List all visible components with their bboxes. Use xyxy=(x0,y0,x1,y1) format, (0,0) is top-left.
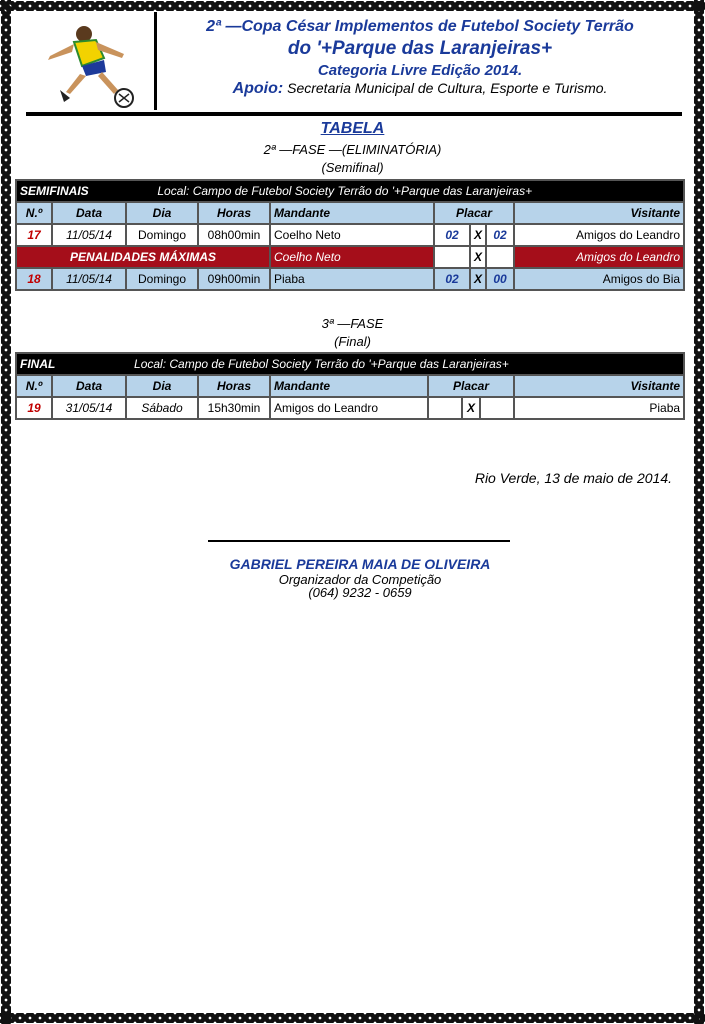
col-day: Dia xyxy=(126,375,198,397)
match-number: 17 xyxy=(16,224,52,246)
semifinal-table xyxy=(15,179,685,291)
match-time: 15h30min xyxy=(198,397,270,419)
home-score: 02 xyxy=(434,224,470,246)
match-day: Domingo xyxy=(126,224,198,246)
penalty-label: PENALIDADES MÁXIMAS xyxy=(16,246,270,268)
col-home: Mandante xyxy=(270,375,428,397)
organizer-phone: (064) 9232 - 0659 xyxy=(308,585,412,600)
col-date: Data xyxy=(52,375,126,397)
soccer-player-logo xyxy=(26,14,154,112)
penalty-separator: X xyxy=(470,246,486,268)
home-team: Amigos do Leandro xyxy=(270,397,428,419)
home-score xyxy=(428,397,462,419)
home-team: Coelho Neto xyxy=(270,224,434,246)
match-day: Sábado xyxy=(126,397,198,419)
date-place: Rio Verde, 13 de maio de 2014. xyxy=(474,470,672,486)
score-separator: X xyxy=(470,268,486,290)
semifinal-venue: Local: Campo de Futebol Society Terrão do '+Parque das Laranjeiras+ xyxy=(157,184,533,198)
signature-line xyxy=(208,540,510,542)
match-time: 09h00min xyxy=(198,268,270,290)
col-score: Placar xyxy=(434,202,514,224)
final-venue: Local: Campo de Futebol Society Terrão do '+Parque das Laranjeiras+ xyxy=(134,357,509,371)
col-day: Dia xyxy=(126,202,198,224)
semifinal-bar xyxy=(16,180,684,202)
away-team: Amigos do Leandro xyxy=(514,224,684,246)
header-divider-vertical xyxy=(154,12,157,110)
away-team: Piaba xyxy=(514,397,684,419)
support-label: Apoio: xyxy=(232,80,284,97)
score-separator: X xyxy=(470,224,486,246)
penalty-row xyxy=(16,246,684,268)
col-away: Visitante xyxy=(514,202,684,224)
diamond-border-right xyxy=(693,0,705,1024)
col-date: Data xyxy=(52,202,126,224)
diamond-border-bottom xyxy=(0,1012,705,1024)
phase2-title: 2ª —FASE —(ELIMINATÓRIA) xyxy=(263,142,442,157)
table-row xyxy=(16,397,684,419)
diamond-border-top xyxy=(0,0,705,12)
phase3-subtitle: (Final) xyxy=(334,334,371,349)
home-score: 02 xyxy=(434,268,470,290)
tournament-title-line1: 2ª —Copa César Implementos de Futebol Society Terrão xyxy=(206,18,634,35)
col-time: Horas xyxy=(198,202,270,224)
final-header-row xyxy=(16,375,684,397)
col-home: Mandante xyxy=(270,202,434,224)
away-score: 02 xyxy=(486,224,514,246)
penalty-away-score: 03 xyxy=(486,246,514,268)
match-number: 19 xyxy=(16,397,52,419)
score-separator: X xyxy=(462,397,480,419)
away-team: Amigos do Bia xyxy=(514,268,684,290)
match-time: 08h00min xyxy=(198,224,270,246)
away-score xyxy=(480,397,514,419)
diamond-border-left xyxy=(0,0,12,1024)
penalty-away-team: Amigos do Leandro xyxy=(514,246,684,268)
tournament-category: Categoria Livre Edição 2014. xyxy=(317,62,523,79)
match-day: Domingo xyxy=(126,268,198,290)
match-number: 18 xyxy=(16,268,52,290)
organizer-name: GABRIEL PEREIRA MAIA DE OLIVEIRA xyxy=(229,556,491,572)
tabela-heading: TABELA xyxy=(320,120,385,137)
penalty-home-score: 02 xyxy=(434,246,470,268)
final-label: FINAL xyxy=(20,357,56,371)
support-line xyxy=(160,80,680,98)
final-table xyxy=(15,352,685,420)
header-divider-horizontal xyxy=(26,112,682,116)
match-date: 11/05/14 xyxy=(52,224,126,246)
organizer-role: Organizador da Competição xyxy=(278,572,442,587)
col-time: Horas xyxy=(198,375,270,397)
col-score: Placar xyxy=(428,375,514,397)
table-row xyxy=(16,268,684,290)
home-team: Piaba xyxy=(270,268,434,290)
col-away: Visitante xyxy=(514,375,684,397)
away-score: 00 xyxy=(486,268,514,290)
phase3-title: 3ª —FASE xyxy=(321,316,384,331)
tournament-title-line2: do '+Parque das Laranjeiras+ xyxy=(287,38,553,59)
table-row xyxy=(16,224,684,246)
final-bar xyxy=(16,353,684,375)
semifinal-label: SEMIFINAIS xyxy=(20,184,89,198)
support-text: Secretaria Municipal de Cultura, Esporte e Turismo. xyxy=(287,80,608,96)
match-date: 31/05/14 xyxy=(52,397,126,419)
match-date: 11/05/14 xyxy=(52,268,126,290)
penalty-home-team: Coelho Neto xyxy=(270,246,434,268)
phase2-subtitle: (Semifinal) xyxy=(321,160,384,175)
col-number: N.º xyxy=(16,202,52,224)
col-number: N.º xyxy=(16,375,52,397)
semifinal-header-row xyxy=(16,202,684,224)
